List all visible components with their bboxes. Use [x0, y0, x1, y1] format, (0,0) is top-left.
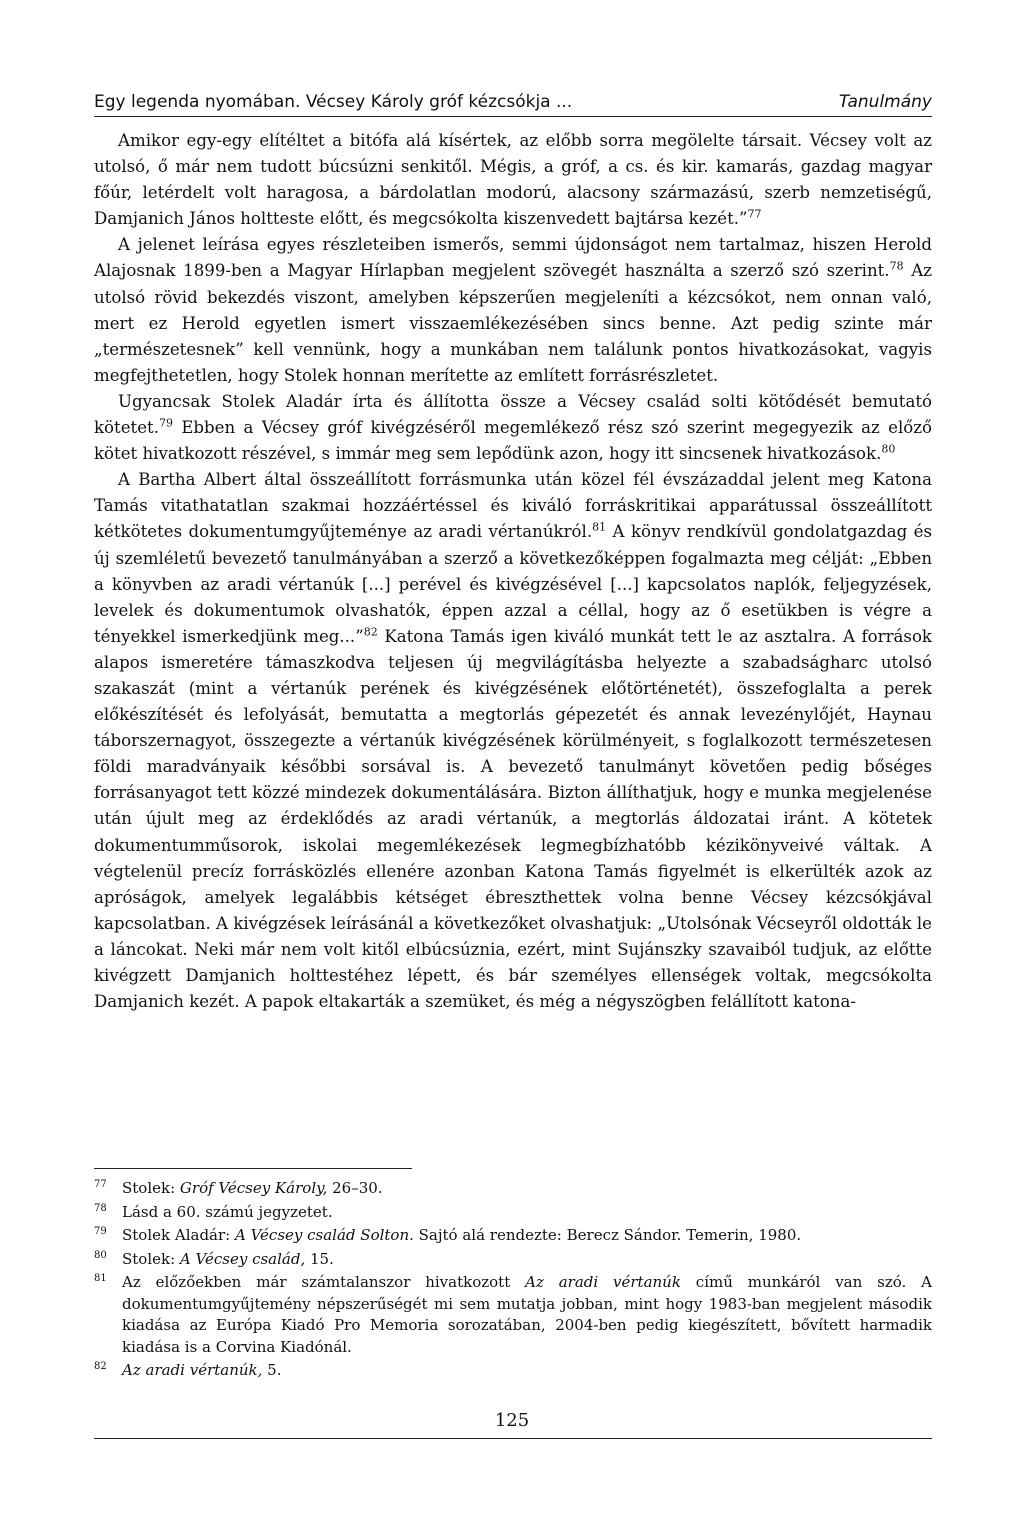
footnote-number: 81 — [94, 1273, 107, 1284]
footnote-ref-82[interactable]: 82 — [363, 625, 378, 639]
footnote-number: 79 — [94, 1226, 107, 1237]
footnote-separator — [94, 1168, 412, 1169]
paragraph-1-text: Amikor egy-egy elítéltet a bitófa alá kísértek, az előbb sorra megölelte társait. Vécsey volt az utolsó, ő már nem tudott búcsúzni senkitől. Mégis, a gróf, a cs. és kir. kamarás, gazdag magyar főúr, letérdelt volt haragosa, a bárdolatlan modorú, alacsony származású, szerb nemzetiségű, Damjanich János holtteste előtt, és megcsókolta kiszenvedett bajtársa kezét.” — [94, 131, 932, 229]
main-text — [94, 128, 932, 1015]
footnote-text — [122, 1360, 932, 1382]
footnote-text-plain: Sajtó alá rendezte: Berecz Sándor. Temerin, 1980. — [413, 1226, 802, 1244]
paragraph-3-text-a: Ugyancsak Stolek Aladár írta és állította össze a Vécsey család solti kötődését bemutató kötetet. — [94, 391, 932, 438]
footnote-77 — [94, 1178, 932, 1200]
footnote-title: Az aradi vértanúk — [525, 1273, 681, 1291]
footnote-text — [122, 1225, 932, 1247]
paragraph-4-text-c: Katona Tamás igen kiváló munkát tett le az asztalra. A források alapos ismeretére támaszkodva teljesen új megvilágításba helyezte a szabadságharc utolsó szakaszát (mint a vértanúk perének és kivégzésének előtörténetét), összefoglalta a perek előkészítését és lefolyását, bemutatta a megtorlás gépezetét és annak levezénylőjét, Haynau táborszernagyot, összegezte a vértanúk kivégzésének körülményeit, s foglalkozott természetesen földi maradványaik későbbi sorsával is. A bevezető tanulmányt követően pedig bőséges forrásanyagot tett közzé mindezek dokumentálására. Bizton állíthatjuk, hogy e munka megjelenése után újult meg az érdeklődés az aradi vértanúk, a megtorlás áldozatai iránt. A kötetek dokumentumműsorok, iskolai megemlékezések legmegbízhatóbb kézikönyveivé váltak. A végtelenül precíz forrásközlés ellenére azonban Katona Tamás figyelmét is elkerülték azok az apróságok, amelyek legalábbis kétséget ébreszthettek volna benne Vécsey kézcsókjával kapcsolatban. A kivégzések leírásánál a következőket olvashatjuk: „Utolsónak Vécseyről oldották le a láncokat. Neki már nem volt kitől elbúcsúznia, ezért, mint Sujánszky szavaiból tudjuk, az előtte kivégzett Damjanich holttestéhez lépett, és bár személyes ellenségek voltak, megcsókolta Damjanich kezét. A papok eltakarták a szemüket, és még a négyszögben felállított katona- — [94, 626, 932, 1012]
footnote-number: 82 — [94, 1361, 107, 1372]
page-number: 125 — [494, 1410, 530, 1431]
footnote-82 — [94, 1360, 932, 1382]
footnote-text — [122, 1272, 932, 1358]
footnote-title: Az aradi vértanúk, — [122, 1361, 263, 1379]
footnote-80 — [94, 1249, 932, 1271]
footnote-ref-80[interactable]: 80 — [881, 442, 896, 456]
header-section-label: Tanulmány — [838, 92, 932, 112]
paragraph-1 — [94, 128, 932, 232]
footnote-number: 80 — [94, 1249, 107, 1261]
footnote-ref-79[interactable]: 79 — [158, 416, 173, 430]
footnote-81 — [94, 1272, 932, 1358]
footnote-ref-78[interactable]: 78 — [889, 259, 904, 273]
paragraph-4-text-b: A könyv rendkívül gondolatgazdag és új szemléletű bevezető tanulmányában a szerző a következőképpen fogalmazta meg célját: „Ebben a könyvben az aradi vértanúk [...] perével és kivégzésével [...] kapcsolatos naplók, feljegyzések, levelek és dokumentumok olvashatók, éppen azzal a céllal, hogy az ő esetükben is végre a tényekkel ismerkedjünk meg...” — [94, 522, 932, 646]
footnote-79 — [94, 1225, 932, 1247]
footnote-text-plain: Stolek: — [122, 1249, 180, 1268]
footnote-title: Gróf Vécsey Károly, — [179, 1179, 328, 1197]
paragraph-4 — [94, 467, 932, 1015]
footnote-78 — [94, 1202, 932, 1224]
paragraph-3 — [94, 389, 932, 467]
footnote-text-plain: Stolek Aladár: — [122, 1226, 235, 1244]
bottom-rule — [94, 1438, 932, 1439]
footnote-text-plain: Lásd a 60. számú jegyzetet. — [122, 1202, 333, 1221]
footnote-text-plain: 5. — [262, 1361, 282, 1379]
footnote-text — [122, 1178, 932, 1200]
paragraph-2-text-a: A jelenet leírása egyes részleteiben ismerős, semmi újdonságot nem tartalmaz, hiszen Herold Alajosnak 1899-ben a Magyar Hírlapban megjelent szövegét használta a szerző szó szerint. — [94, 235, 932, 281]
footnote-text-plain: 15. — [305, 1249, 334, 1268]
footnote-number: 78 — [94, 1202, 107, 1214]
running-header — [94, 92, 932, 117]
footnote-ref-77[interactable]: 77 — [747, 207, 762, 221]
footnote-text-plain: 26–30. — [327, 1179, 383, 1197]
footnote-ref-81[interactable]: 81 — [592, 520, 607, 534]
footnote-text — [122, 1249, 932, 1271]
paragraph-2-text-b: Az utolsó rövid bekezdés viszont, amelyben képszerűen megjeleníti a kézcsókot, nem onnan való, mert ez Herold egyetlen ismert visszaemlékezésében sincs benne. Azt pedig szinte már „természetesnek” kell vennünk, hogy a munkában nem találunk pontos hivatkozásokat, vagyis megfejthetetlen, hogy Stolek honnan merítette az említett forrásrészletet. — [94, 261, 932, 385]
footnote-text-plain: Stolek: — [122, 1179, 180, 1197]
footnote-text-plain: című munkáról van szó. A dokumentumgyűjtemény népszerűségét mi sem mutatja jobban, mint hogy 1983-ban megjelent második kiadása az Európa Kiadó Pro Memoria sorozatában, 2004-ben pedig kiegészített, bővített harmadik kiadása is a Corvina Kiadónál. — [122, 1273, 932, 1356]
paragraph-4-text-a: A Bartha Albert által összeállított forrásmunka után közel fél évszázaddal jelent meg Katona Tamás vitathatatlan szakmai hozzáértéssel és kiváló forráskritikai apparátussal összeállított kétkötetes dokumentumgyűjteménye az aradi vértanúkról. — [94, 470, 932, 542]
footnote-title: A Vécsey család Solton. — [234, 1226, 414, 1244]
paragraph-3-text-b: Ebben a Vécsey gróf kivégzéséről megemlékező rész szó szerint megegyezik az előző kötet hivatkozott részével, s immár meg sem lepődünk azon, hogy itt sincsenek hivatkozások. — [94, 418, 932, 464]
footnotes-section — [94, 1178, 932, 1384]
footnote-text — [122, 1202, 932, 1224]
footnote-number: 77 — [94, 1179, 107, 1190]
header-title: Egy legenda nyomában. Vécsey Károly gróf kézcsókja ... — [94, 92, 573, 112]
footnote-title: A Vécsey család, — [179, 1249, 306, 1268]
footnote-text-plain: Az előzőekben már számtalanszor hivatkozott — [122, 1273, 526, 1291]
paragraph-2 — [94, 232, 932, 389]
